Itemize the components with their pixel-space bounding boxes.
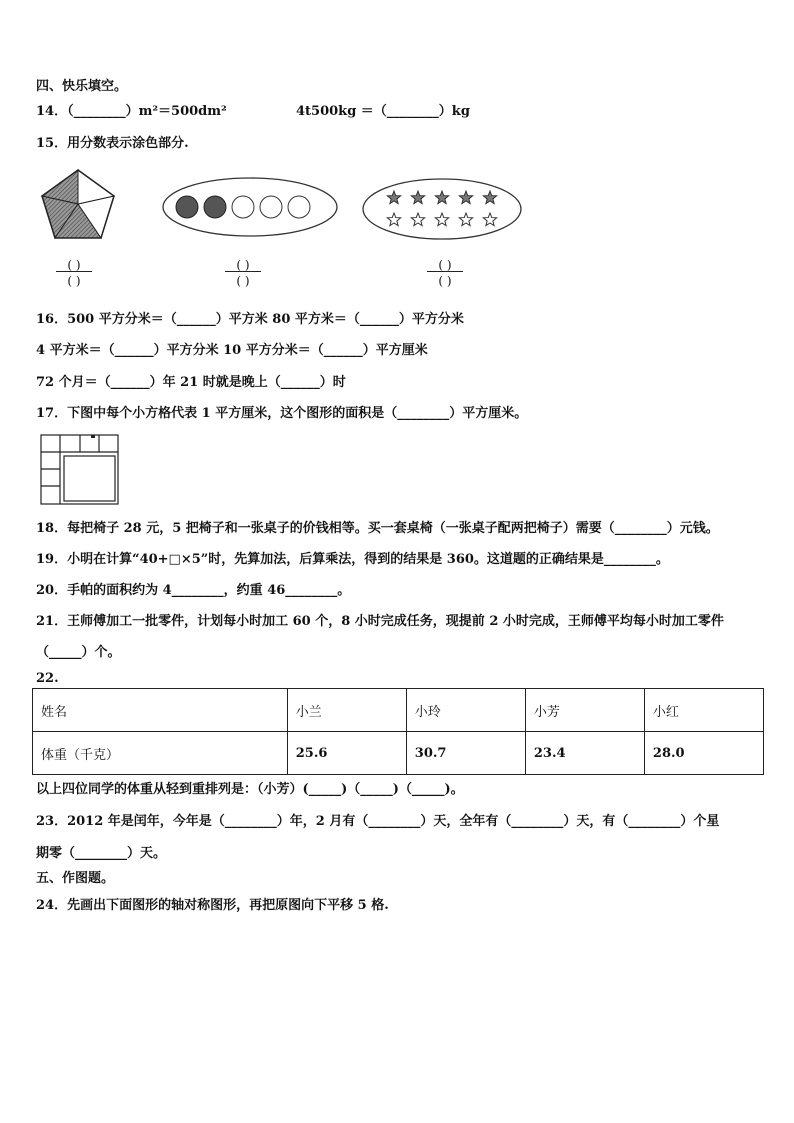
stars-figure	[360, 176, 524, 242]
unshaded-circle	[288, 196, 310, 218]
fraction-bar-1	[56, 271, 92, 272]
fraction-blank-2-bottom: ( )	[236, 274, 250, 288]
q16-line1: 16．500 平方分米＝（______）平方米 80 平方米＝（______）平方分米	[36, 312, 464, 327]
unshaded-star-icon	[435, 213, 448, 226]
table-row-label: 体重（千克）	[33, 732, 288, 775]
table-header-cell: 姓名	[33, 689, 288, 732]
shaded-circle	[176, 196, 198, 218]
q23-line2: 期零（________）天。	[36, 846, 167, 861]
q18-text: 18．每把椅子 28 元，5 把椅子和一张桌子的价钱相等。买一套桌椅（一张桌子配两把椅子）需要（________）元钱。	[36, 521, 719, 536]
fraction-bar-2	[225, 271, 261, 272]
q16-line2: 4 平方米＝（______）平方分米 10 平方分米＝（______）平方厘米	[36, 343, 428, 358]
shaded-star-icon	[411, 191, 424, 204]
table-row	[33, 732, 764, 775]
q16-line3: 72 个月＝（______）年 21 时就是晚上（______）时	[36, 375, 346, 390]
table-header-cell: 小兰	[287, 689, 406, 732]
q14-left: 14．（________）m²＝500dm²	[36, 104, 227, 119]
fraction-blank-3-top: ( )	[438, 258, 452, 272]
unshaded-circle	[232, 196, 254, 218]
grid-figure	[40, 434, 120, 506]
q17-text: 17．下图中每个小方格代表 1 平方厘米，这个图形的面积是（________）平方厘米。	[36, 406, 528, 421]
q22-number: 22.	[36, 671, 59, 686]
unshaded-star-icon	[483, 213, 496, 226]
q22-after: 以上四位同学的体重从轻到重排列是：（小芳）(_____)（_____)（_____)。	[36, 782, 464, 797]
unshaded-star-icon	[411, 213, 424, 226]
q24-text: 24．先画出下面图形的轴对称图形，再把原图向下平移 5 格.	[36, 898, 389, 913]
table-cell: 23.4	[525, 732, 644, 775]
table-header-row	[33, 689, 764, 732]
table-cell: 28.0	[644, 732, 763, 775]
section-heading-5: 五、作图题。	[36, 871, 115, 886]
pentagon-figure	[38, 168, 118, 242]
table-header-cell: 小红	[644, 689, 763, 732]
q15-text: 15．用分数表示涂色部分.	[36, 136, 189, 151]
table-cell: 25.6	[287, 732, 406, 775]
shaded-star-icon	[459, 191, 472, 204]
shaded-star-icon	[435, 191, 448, 204]
q19-text: 19．小明在计算“40+□×5”时，先算加法，后算乘法，得到的结果是 360。这道题的正确结果是________。	[36, 552, 669, 567]
unshaded-circle	[260, 196, 282, 218]
shaded-star-icon	[387, 191, 400, 204]
unshaded-star-icon	[459, 213, 472, 226]
shaded-circle	[204, 196, 226, 218]
table-header-cell: 小芳	[525, 689, 644, 732]
q14-right: 4t500kg ＝（________）kg	[296, 104, 470, 119]
q21-line2: （_____）个。	[36, 645, 121, 660]
circles-figure	[160, 176, 340, 238]
fraction-bar-3	[427, 271, 463, 272]
q23-line1: 23．2012 年是闰年，今年是（________）年，2 月有（________）天，全年有（________）天，有（________）个星	[36, 814, 720, 829]
section-heading-4: 四、快乐填空。	[36, 79, 128, 94]
q21-line1: 21．王师傅加工一批零件，计划每小时加工 60 个，8 小时完成任务，现提前 2 小时完成，王师傅平均每小时加工零件	[36, 614, 724, 629]
shaded-star-icon	[483, 191, 496, 204]
fraction-blank-1-top: ( )	[67, 258, 81, 272]
weight-table	[32, 688, 764, 775]
fraction-blank-2-top: ( )	[236, 258, 250, 272]
table-header-cell: 小玲	[406, 689, 525, 732]
unshaded-star-icon	[387, 213, 400, 226]
table-cell: 30.7	[406, 732, 525, 775]
fraction-blank-3-bottom: ( )	[438, 274, 452, 288]
fraction-blank-1-bottom: ( )	[67, 274, 81, 288]
q20-text: 20．手帕的面积约为 4________，约重 46________。	[36, 583, 351, 598]
